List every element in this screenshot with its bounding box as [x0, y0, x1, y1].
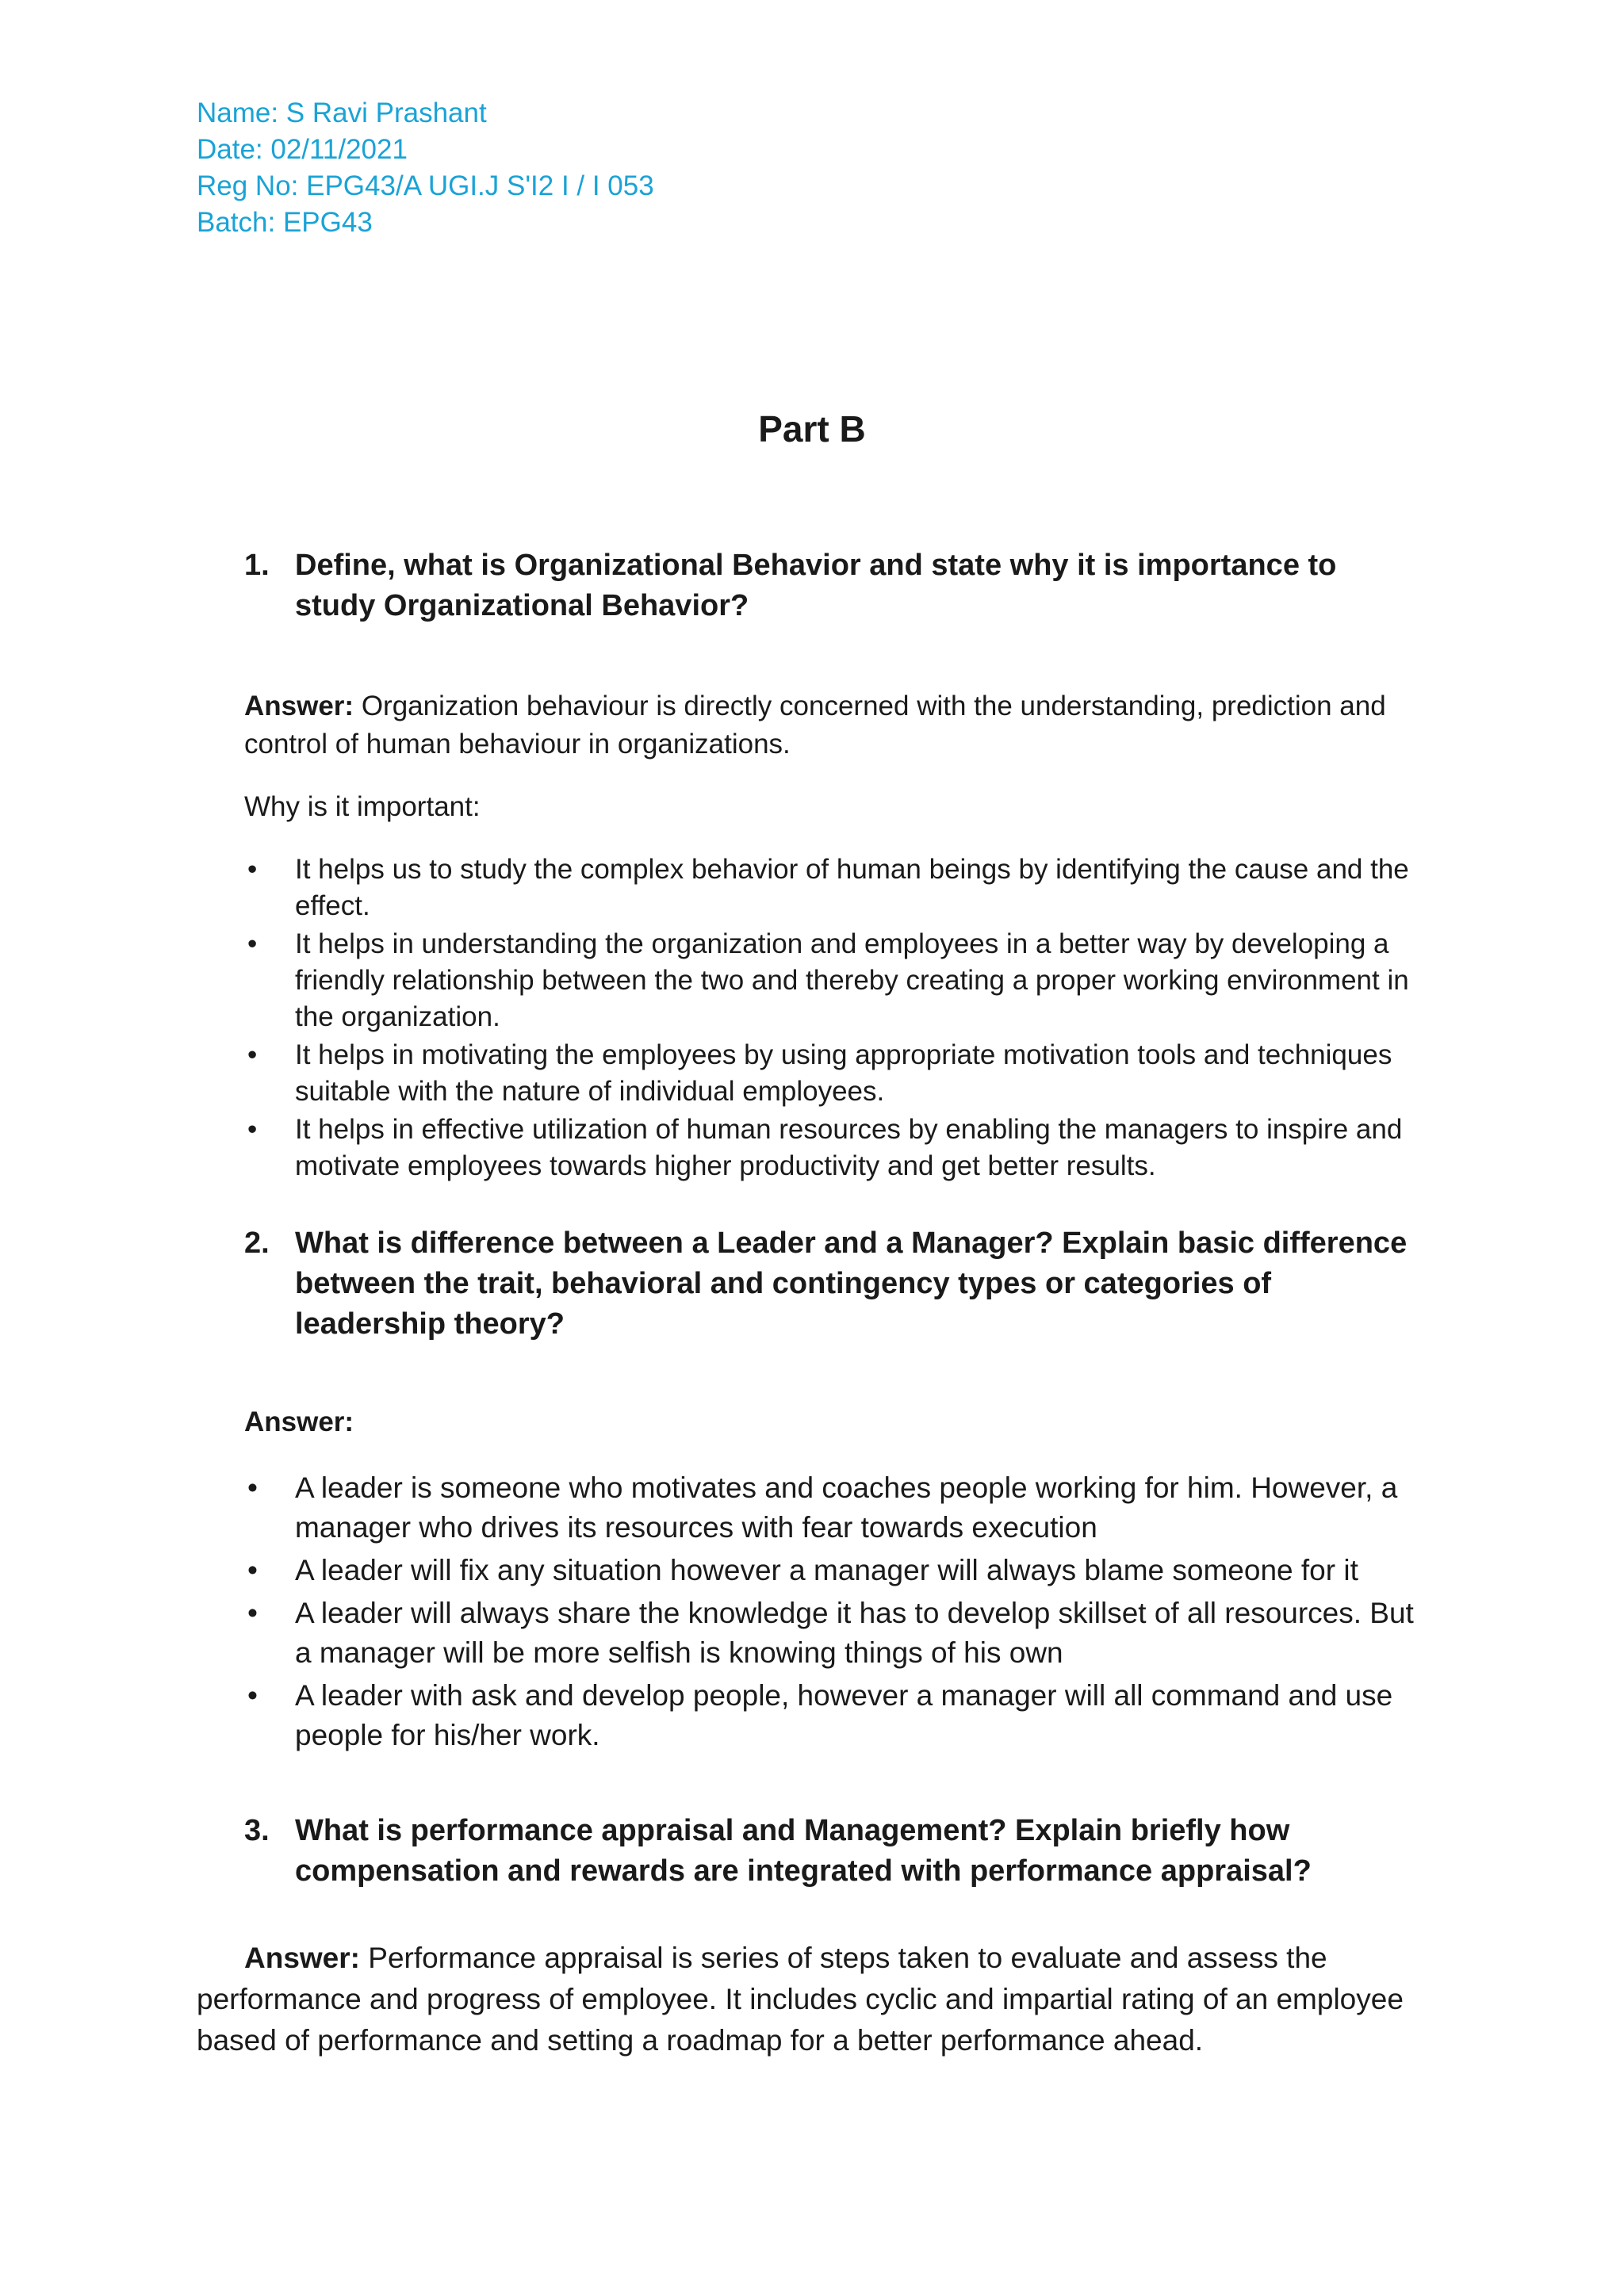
- submission-date: Date: 02/11/2021: [197, 134, 408, 165]
- list-item: • A leader will fix any situation however a manager will always blame someone for it: [247, 1554, 1358, 1586]
- student-name: Name: S Ravi Prashant: [197, 98, 487, 128]
- answer-text: Organization behaviour is directly concerned with the understanding, prediction and control of human behaviour in organizations.: [244, 691, 1386, 760]
- list-item: • A leader with ask and develop people, however a manager will all command and use people for his/her work.: [247, 1679, 1393, 1751]
- list-item: • It helps us to study the complex behavior of human beings by identifying the cause and the effect.: [247, 854, 1409, 921]
- batch: Batch: EPG43: [197, 207, 373, 238]
- answer-label: Answer:: [244, 1406, 354, 1437]
- answer-text: Performance appraisal is series of steps taken to evaluate and assess the performance and progress of employee. It includes cyclic and impartial rating of an employee based of performance and setting a roadmap for a better performance ahead.: [197, 1942, 1404, 2057]
- list-item: • A leader will always share the knowledge it has to develop skillset of all resources. But a manager will be more selfish is knowing things of his own: [247, 1597, 1414, 1669]
- answer-2: [244, 1403, 354, 1441]
- question-1: [244, 545, 1418, 626]
- question-number: 1.: [244, 549, 270, 582]
- question-text: What is performance appraisal and Management? Explain briefly how compensation and rewards are integrated with performance appraisal?: [295, 1814, 1312, 1888]
- answer-2-bullet-list: [244, 1468, 1418, 1758]
- answer-1-bullet-list: [244, 851, 1418, 1186]
- student-header: [197, 95, 654, 241]
- question-number: 3.: [244, 1814, 270, 1847]
- list-item: • It helps in motivating the employees by using appropriate motivation tools and techniques suitable with the nature of individual employees.: [247, 1039, 1392, 1107]
- list-item: • It helps in effective utilization of human resources by enabling the managers to inspire and motivate employees towards higher productivity and get better results.: [247, 1114, 1403, 1181]
- answer-1-subheading: Why is it important:: [244, 791, 481, 822]
- list-item: • It helps in understanding the organization and employees in a better way by developing a friendly relationship between the two and thereby creating a proper working environment in the organization.: [247, 928, 1409, 1032]
- question-3: [244, 1811, 1418, 1892]
- page-title: Part B: [758, 408, 866, 450]
- question-2: [244, 1223, 1418, 1345]
- list-item: • A leader is someone who motivates and coaches people working for him. However, a manager who drives its resources with fear towards execution: [247, 1471, 1398, 1544]
- answer-label: Answer:: [244, 1942, 360, 1974]
- answer-1: [244, 687, 1418, 763]
- answer-label: Answer:: [244, 691, 354, 721]
- answer-3: [197, 1938, 1434, 2061]
- question-number: 2.: [244, 1226, 270, 1260]
- question-text: Define, what is Organizational Behavior and state why it is importance to study Organizational Behavior?: [295, 549, 1337, 622]
- question-text: What is difference between a Leader and a Manager? Explain basic difference between the trait, behavioral and contingency types or categories of leadership theory?: [295, 1226, 1408, 1341]
- registration-number: Reg No: EPG43/A UGI.J S'I2 I / I 053: [197, 170, 654, 201]
